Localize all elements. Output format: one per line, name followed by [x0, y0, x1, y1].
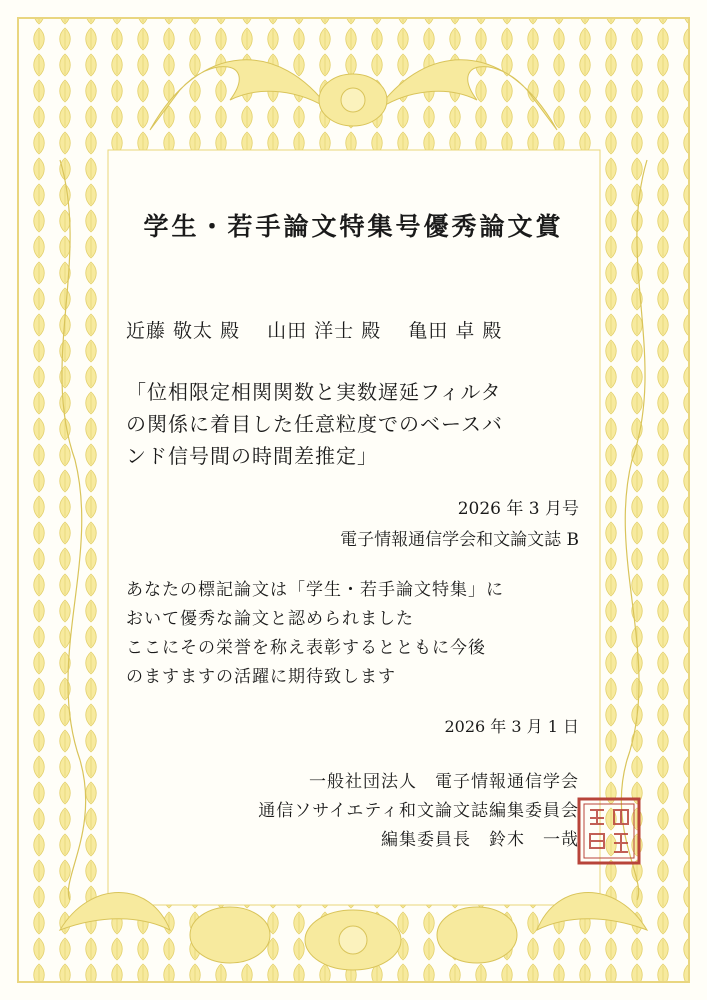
- paper-title-line: の関係に着目した任意粒度でのベースバ: [126, 412, 503, 436]
- paper-title: [126, 376, 596, 472]
- recipient-name: 山田 洋士 殿: [267, 320, 382, 342]
- issuer: [258, 768, 579, 855]
- issuer-line: 一般社団法人 電子情報通信学会: [309, 772, 579, 792]
- issue-date: 2026 年 3 月号: [457, 499, 579, 519]
- citation-line: ここにその栄誉を称え表彰するとともに今後: [126, 638, 486, 658]
- issuer-line: 編集委員長 鈴木 一哉: [381, 830, 579, 850]
- recipients: [126, 316, 522, 343]
- citation-text: [126, 576, 596, 692]
- award-date: 2026 年 3 月 1 日: [444, 717, 579, 736]
- recipient-name: 亀田 卓 殿: [408, 320, 503, 342]
- citation-line: のますますの活躍に期待致します: [126, 667, 396, 687]
- journal-name: 電子情報通信学会和文論文誌 B: [340, 530, 579, 550]
- official-seal-icon: [576, 796, 642, 866]
- publication-info: [340, 494, 579, 556]
- issuer-line: 通信ソサイエティ和文論文誌編集委員会: [258, 801, 579, 821]
- citation-line: おいて優秀な論文と認められました: [126, 609, 414, 629]
- paper-title-line: 「位相限定相関関数と実数遅延フィルタ: [126, 380, 502, 404]
- award-title: 学生・若手論文特集号優秀論文賞: [143, 212, 564, 241]
- recipient-name: 近藤 敬太 殿: [126, 320, 241, 342]
- paper-title-line: ンド信号間の時間差推定」: [126, 444, 378, 468]
- citation-line: あなたの標記論文は「学生・若手論文特集」に: [126, 580, 504, 600]
